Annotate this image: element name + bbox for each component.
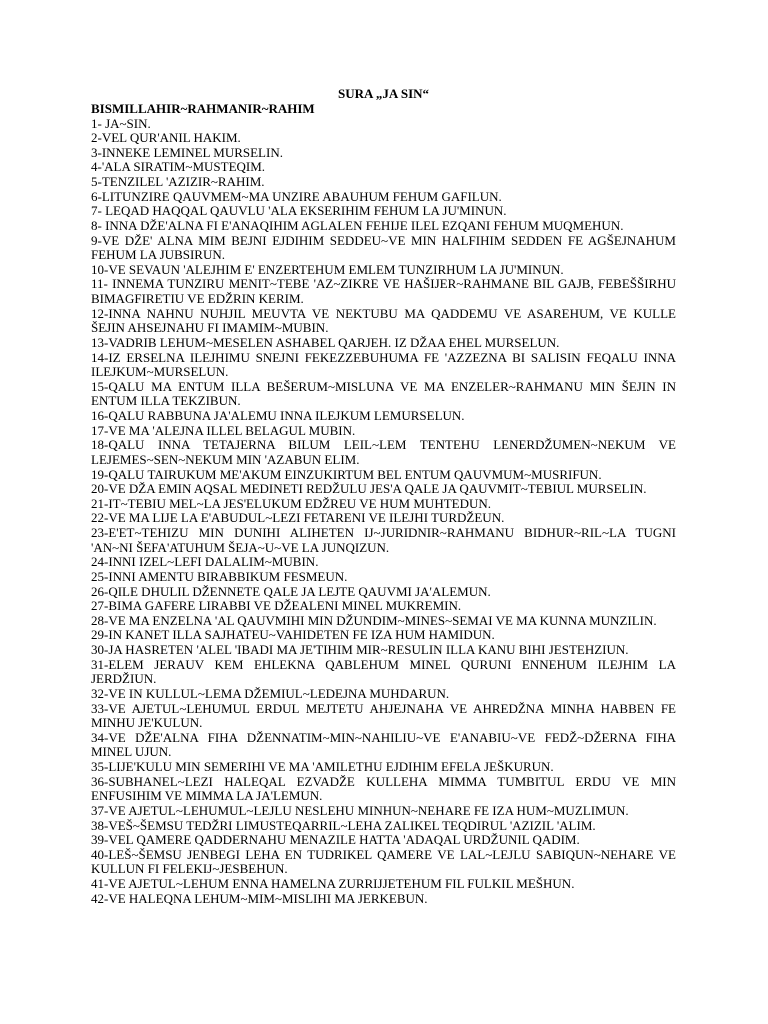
verse-line: 33-VE AJETUL~LEHUMUL ERDUL MEJTETU AHJEJNAHA VE AHREDŽNA MINHA HABBEN FE MINHU JE'KULUN. xyxy=(91,700,676,731)
verse-line: 11- INNEMA TUNZIRU MENIT~TEBE 'AZ~ZIKRE VE HAŠIJER~RAHMANE BIL GAJB, FEBEŠŠIRHU BIMAGFIRETIU VE EDŽRIN KERIM. xyxy=(91,276,676,307)
verse-line: 16-QALU RABBUNA JA'ALEMU INNA ILEJKUM LEMURSELUN. xyxy=(91,408,465,424)
document-page xyxy=(91,86,676,906)
verse-line: 25-INNI AMENTU BIRABBIKUM FESMEUN. xyxy=(91,568,348,584)
verse-list xyxy=(91,117,676,907)
verse-line: 36-SUBHANEL~LEZI HALEQAL EZVADŽE KULLEHA MIMMA TUMBITUL ERDU VE MIN ENFUSIHIM VE MIMMA LA JA'LEMUN. xyxy=(91,773,676,804)
verse-line: 42-VE HALEQNA LEHUM~MIM~MISLIHI MA JERKEBUN. xyxy=(91,890,428,906)
verse-line: 20-VE DŽA EMIN AQSAL MEDINETI REDŽULU JES'A QALE JA QAUVMIT~TEBIUL MURSELIN. xyxy=(91,481,647,497)
verse-line: 35-LIJE'KULU MIN SEMERIHI VE MA 'AMILETHU EJDIHIM EFELA JEŠKURUN. xyxy=(91,759,554,775)
verse-line: 32-VE IN KULLUL~LEMA DŽEMIUL~LEDEJNA MUHDARUN. xyxy=(91,685,450,701)
verse-line: 12-INNA NAHNU NUHJIL MEUVTA VE NEKTUBU MA QADDEMU VE ASAREHUM, VE KULLE ŠEJIN AHSEJNAHU FI IMAMIM~MUBIN. xyxy=(91,305,676,336)
verse-line: 26-QILE DHULIL DŽENNETE QALE JA LEJTE QAUVMI JA'ALEMUN. xyxy=(91,583,491,599)
verse-line: 24-INNI IZEL~LEFI DALALIM~MUBIN. xyxy=(91,554,319,570)
verse-line: 38-VEŠ~ŠEMSU TEDŽRI LIMUSTEQARRIL~LEHA ZALIKEL TEQDIRUL 'AZIZIL 'ALIM. xyxy=(91,817,596,833)
verse-line: 18-QALU INNA TETAJERNA BILUM LEIL~LEM TENTEHU LENERDŽUMEN~NEKUM VE LEJEMES~SEN~NEKUM MIN 'AZABUN ELIM. xyxy=(91,437,676,467)
verse-line: 5-TENZILEL 'AZIZIR~RAHIM. xyxy=(91,174,265,190)
verse-line: 31-ELEM JERAUV KEM EHLEKNA QABLEHUM MINEL QURUNI ENNEHUM ILEJHIM LA JERDŽIUN. xyxy=(91,656,676,687)
verse-line: 9-VE DŽE' ALNA MIM BEJNI EJDIHIM SEDDEU~VE MIN HALFIHIM SEDDEN FE AGŠEJNAHUM FEHUM LA JUBSIRUN. xyxy=(91,232,676,263)
verse-line: 3-INNEKE LEMINEL MURSELIN. xyxy=(91,144,283,160)
verse-line: 15-QALU MA ENTUM ILLA BEŠERUM~MISLUNA VE MA ENZELER~RAHMANU MIN ŠEJIN IN ENTUM ILLA TEKZIBUN. xyxy=(91,378,676,409)
page-title: SURA „JA SIN“ xyxy=(337,86,430,101)
verse-line: 7- LEQAD HAQQAL QAUVLU 'ALA EKSERIHIM FEHUM LA JU'MINUN. xyxy=(91,203,507,219)
verse-line: 8- INNA DŽE'ALNA FI E'ANAQIHIM AGLALEN FEHIJE ILEL EZQANI FEHUM MUQMEHUN. xyxy=(91,217,624,233)
verse-line: 30-JA HASRETEN 'ALEL 'IBADI MA JE'TIHIM MIR~RESULIN ILLA KANU BIHI JESTEHZIUN. xyxy=(91,642,629,658)
verse-line: 6-LITUNZIRE QAUVMEM~MA UNZIRE ABAUHUM FEHUM GAFILUN. xyxy=(91,188,502,204)
verse-line: 34-VE DŽE'ALNA FIHA DŽENNATIM~MIN~NAHILIU~VE E'ANABIU~VE FEDŽ~DŽERNA FIHA MINEL UJUN. xyxy=(91,729,676,760)
basmala-heading: BISMILLAHIR~RAHMANIR~RAHIM xyxy=(91,101,315,116)
verse-line: 2-VEL QUR'ANIL HAKIM. xyxy=(91,130,241,146)
verse-line: 27-BIMA GAFERE LIRABBI VE DŽEALENI MINEL MUKREMIN. xyxy=(91,598,462,614)
verse-line: 1- JA~SIN. xyxy=(91,115,151,131)
verse-line: 29-IN KANET ILLA SAJHATEU~VAHIDETEN FE IZA HUM HAMIDUN. xyxy=(91,627,495,643)
verse-line: 40-LEŠ~ŠEMSU JENBEGI LEHA EN TUDRIKEL QAMERE VE LAL~LEJLU SABIQUN~NEHARE VE KULLUN FI FELEKIJ~JESBEHUN. xyxy=(91,846,676,877)
verse-line: 23-E'ET~TEHIZU MIN DUNIHI ALIHETEN IJ~JURIDNIR~RAHMANU BIDHUR~RIL~LA TUGNI 'AN~NI ŠEFA'ATUHUM ŠEJA~U~VE LA JUNQIZUN. xyxy=(91,525,676,555)
verse-line: 37-VE AJETUL~LEHUMUL~LEJLU NESLEHU MINHUN~NEHARE FE IZA HUM~MUZLIMUN. xyxy=(91,802,629,818)
verse-line: 41-VE AJETUL~LEHUM ENNA HAMELNA ZURRIJJETEHUM FIL FULKIL MEŠHUN. xyxy=(91,876,575,892)
verse-line: 4-'ALA SIRATIM~MUSTEQIM. xyxy=(91,159,266,175)
verse-line: 22-VE MA LIJE LA E'ABUDUL~LEZI FETARENI VE ILEJHI TURDŽEUN. xyxy=(91,510,505,526)
verse-line: 28-VE MA ENZELNA 'AL QAUVMIHI MIN DŽUNDIM~MINES~SEMAI VE MA KUNNA MUNZILIN. xyxy=(91,612,657,628)
verse-line: 21-IT~TEBIU MEL~LA JES'ELUKUM EDŽREU VE HUM MUHTEDUN. xyxy=(91,495,491,511)
verse-line: 14-IZ ERSELNA ILEJHIMU SNEJNI FEKEZZEBUHUMA FE 'AZZEZNA BI SALISIN FEQALU INNA ILEJKUM~MURSELUN. xyxy=(91,349,676,380)
verse-line: 13-VADRIB LEHUM~MESELEN ASHABEL QARJEH. IZ DŽAA EHEL MURSELUN. xyxy=(91,334,560,350)
verse-line: 19-QALU TAIRUKUM ME'AKUM EINZUKIRTUM BEL ENTUM QAUVMUM~MUSRIFUN. xyxy=(91,466,602,482)
verse-line: 39-VEL QAMERE QADDERNAHU MENAZILE HATTA 'ADAQAL URDŽUNIL QADIM. xyxy=(91,832,580,848)
verse-line: 17-VE MA 'ALEJNA ILLEL BELAGUL MUBIN. xyxy=(91,422,356,438)
verse-line: 10-VE SEVAUN 'ALEJHIM E' ENZERTEHUM EMLEM TUNZIRHUM LA JU'MINUN. xyxy=(91,261,564,277)
